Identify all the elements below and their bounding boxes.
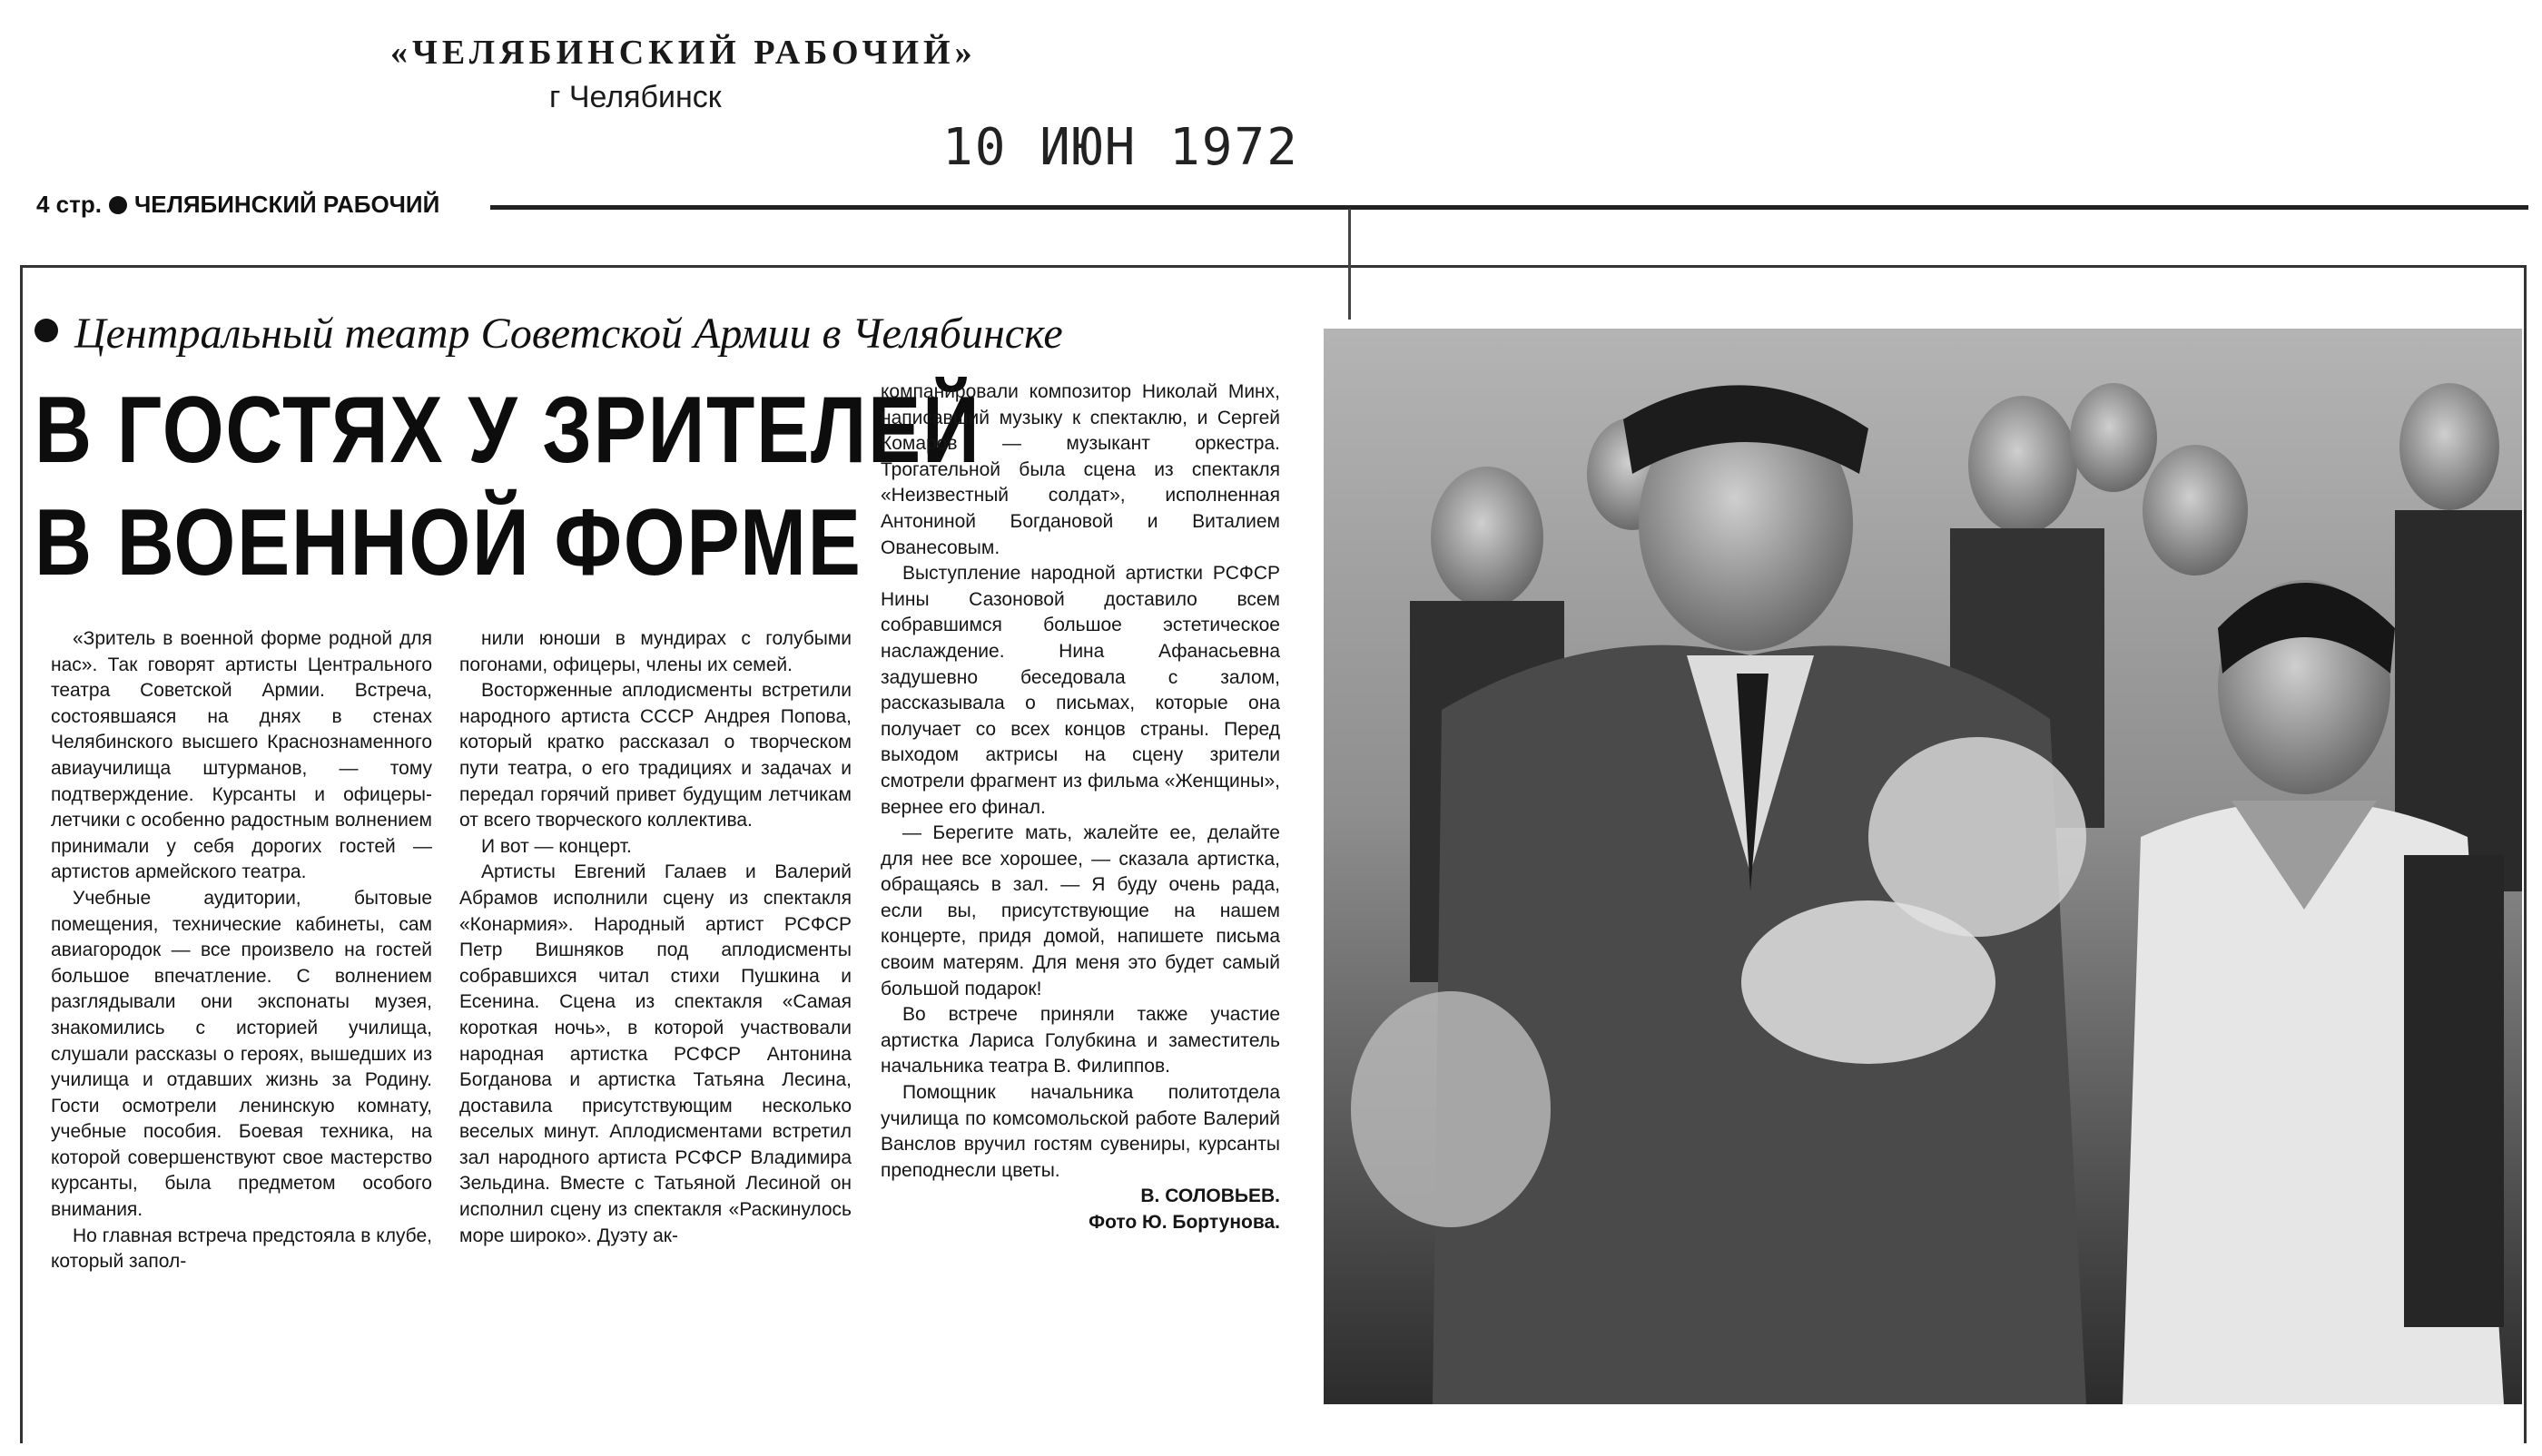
clipping-border-left xyxy=(20,265,23,1443)
photo-credit: Фото Ю. Бортунова. xyxy=(1089,1212,1280,1233)
paragraph: Но главная встреча предстояла в клубе, который запол- xyxy=(51,1225,432,1273)
article-column-1 xyxy=(51,626,432,1434)
page-header xyxy=(36,191,448,219)
paragraph: И вот — концерт. xyxy=(481,835,632,857)
stamp-city: г Челябинск xyxy=(549,80,722,114)
bullet-icon xyxy=(34,319,58,342)
bullet-icon xyxy=(109,196,127,214)
paragraph: Выступление народной артистки РСФСР Нины Сазоновой доставило всем собравшимся большое эстетическое наслаждение. Нина Афанасьевна задушевно беседовала с залом, рассказывала о письмах, которые она получает со всех концов страны. Перед выходом актрисы на сцену зрители смотрели фрагмент из фильма «Женщины», вернее его финал. xyxy=(881,563,1280,818)
page-header-newspaper: ЧЕЛЯБИНСКИЙ РАБОЧИЙ xyxy=(133,191,440,218)
paragraph: компанировали композитор Николай Минх, написавший музыку к спектаклю, и Сергей Комаров — музыкант оркестра. Трогательной была сцена из спектакля «Неизвестный солдат», исполненная Антониной Богдановой и Виталием Ованесовым. xyxy=(881,381,1280,558)
page-number: 4 стр. xyxy=(36,191,102,218)
article-kicker xyxy=(34,309,1305,359)
paragraph: «Зритель в военной форме родной для нас». Так говорят артисты Центрального театра Советской Армии. Встреча, состоявшаяся на днях в стенах Челябинского высшего Краснознаменного авиаучилища штурманов, — тому подтверждение. Курсанты и офицеры-летчики с особенно радостным волнением принимали у себя дорогих гостей — артистов армейского театра. xyxy=(51,628,432,883)
article-column-2 xyxy=(459,626,852,1434)
paragraph: нили юноши в мундирах с голубыми погонами, офицеры, члены их семей. xyxy=(459,628,852,675)
column-divider xyxy=(1348,209,1351,320)
clipping-border-right xyxy=(2524,265,2527,1443)
paragraph: Учебные аудитории, бытовые помещения, технические кабинеты, сам авиагородок — все произвело на гостей большое впечатление. С волнением разглядывали они экспонаты музея, знакомились с историей училища, слушали рассказы о героях, вышедших из училища и отдавших жизнь за Родину. Гости осмотрели ленинскую комнату, учебные пособия. Боевая техника, на которой совершенствуют свое мастерство курсанты, была предметом особого внимания. xyxy=(51,887,432,1221)
article-headline xyxy=(34,374,981,599)
stamp-newspaper-name: «ЧЕЛЯБИНСКИЙ РАБОЧИЙ» xyxy=(390,34,977,72)
photo-illustration xyxy=(1324,329,2522,1404)
paragraph: Помощник начальника политотдела училища по комсомольской работе Валерий Ванслов вручил гостям сувениры, курсанты преподнесли цветы. xyxy=(881,1082,1280,1181)
paragraph: Во встрече приняли также участие артистка Лариса Голубкина и заместитель начальника театра В. Филиппов. xyxy=(881,1004,1280,1077)
headline-line-1: В ГОСТЯХ У ЗРИТЕЛЕЙ xyxy=(34,378,981,483)
clipping-border-top xyxy=(20,265,2526,268)
paragraph: — Берегите мать, жалейте ее, делайте для нее все хорошее, — сказала артистка, обращаясь в зал. — Я буду очень рада, если вы, присутствующие на нашем концерте, придя домой, напишете письма своим матерям. Для меня это будет самый большой подарок! xyxy=(881,822,1280,999)
paragraph: Восторженные аплодисменты встретили народного артиста СССР Андрея Попова, который кратко рассказал о творческом пути театра, о его традициях и задачах и передал горячий привет будущим летчикам от всего творческого коллектива. xyxy=(459,680,852,831)
kicker-text: Центральный театр Советской Армии в Челябинске xyxy=(74,310,1063,358)
headline-line-2: В ВОЕННОЙ ФОРМЕ xyxy=(34,490,862,595)
article-column-3 xyxy=(881,379,1280,1422)
article-photo xyxy=(1324,329,2522,1404)
header-rule xyxy=(490,205,2528,210)
article-author: В. СОЛОВЬЕВ. xyxy=(1140,1185,1280,1207)
paragraph: Артисты Евгений Галаев и Валерий Абрамов исполнили сцену из спектакля «Конармия». Народный артист РСФСР Петр Вишняков под аплодисменты собравшихся читал стихи Пушкина и Есенина. Сцена из спектакля «Самая короткая ночь», в которой участвовали народная артистка РСФСР Антонина Богданова и артистка Татьяна Лесина, доставила присутствующим несколько веселых минут. Аплодисментами встретил зал народного артиста РСФСР Владимира Зельдина. Вместе с Татьяной Лесиной он исполнил сцену из спектакля «Раскинулось море широко». Дуэту ак- xyxy=(459,861,852,1246)
stamp-date: 10 ИЮН 1972 xyxy=(942,118,1299,177)
